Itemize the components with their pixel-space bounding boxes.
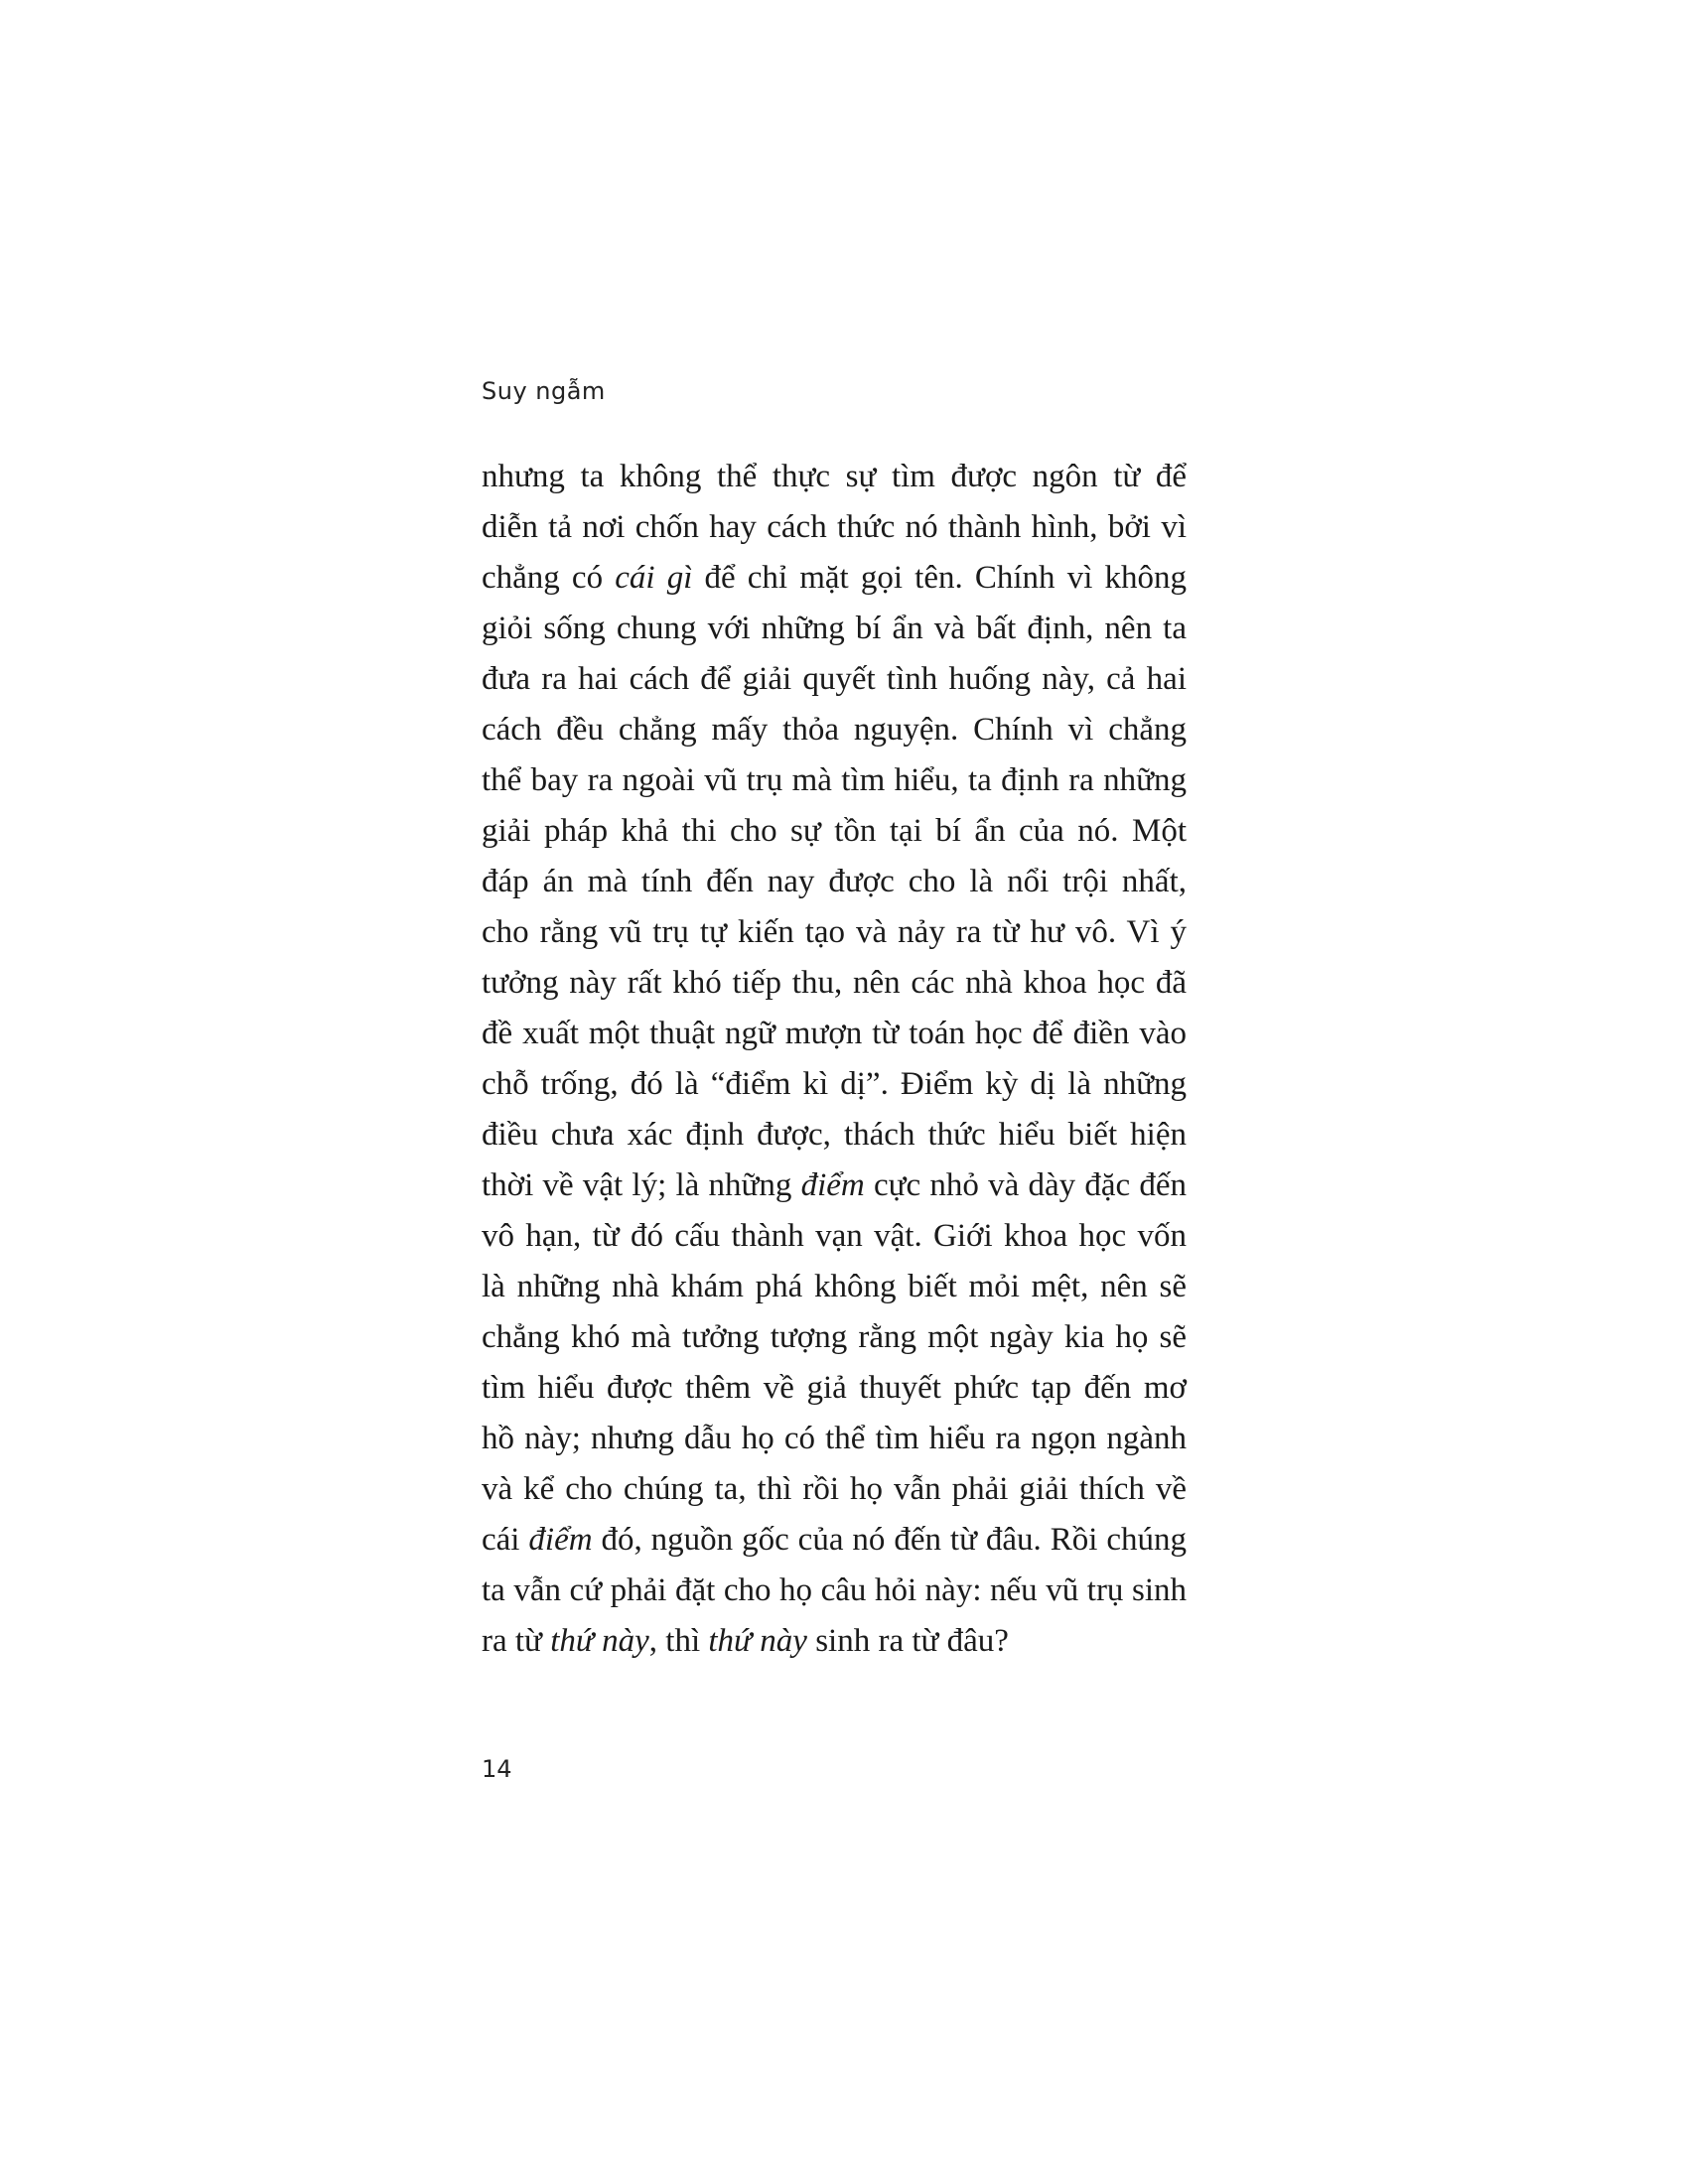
text-run: đưa ra hai cách để giải quyết tình huống này, cả hai xyxy=(482,661,1187,697)
text-run: điều chưa xác định được, thách thức hiểu biết hiện xyxy=(482,1117,1187,1153)
text-line xyxy=(482,1616,1187,1667)
text-line xyxy=(482,1110,1187,1160)
text-run: tìm hiểu được thêm về giả thuyết phức tạp đến mơ xyxy=(482,1370,1187,1406)
text-run: giải pháp khả thi cho sự tồn tại bí ẩn của nó. Một xyxy=(482,813,1187,849)
text-run: sinh ra từ đâu? xyxy=(806,1623,1009,1659)
text-line xyxy=(482,1059,1187,1110)
text-line xyxy=(482,502,1187,553)
text-line xyxy=(482,806,1187,857)
text-run: vô hạn, từ đó cấu thành vạn vật. Giới khoa học vốn xyxy=(482,1218,1187,1254)
text-line xyxy=(482,958,1187,1009)
text-run: thời về vật lý; là những xyxy=(482,1167,801,1203)
running-header: Suy ngẫm xyxy=(482,377,606,405)
text-line xyxy=(482,1312,1187,1363)
text-run: hồ này; nhưng dẫu họ có thể tìm hiểu ra ngọn ngành xyxy=(482,1421,1187,1456)
text-run: chỗ trống, đó là “điểm kì dị”. Điểm kỳ dị là những xyxy=(482,1066,1187,1102)
text-run: chẳng khó mà tưởng tượng rằng một ngày kia họ sẽ xyxy=(482,1319,1187,1355)
text-line xyxy=(482,452,1187,502)
text-run: diễn tả nơi chốn hay cách thức nó thành hình, bởi vì xyxy=(482,509,1187,545)
text-run: cách đều chẳng mấy thỏa nguyện. Chính vì chẳng xyxy=(482,712,1187,748)
text-run: để chỉ mặt gọi tên. Chính vì không xyxy=(692,560,1188,596)
text-run: tưởng này rất khó tiếp thu, nên các nhà khoa học đã xyxy=(482,965,1187,1001)
text-run: ra từ xyxy=(482,1623,551,1659)
text-line xyxy=(482,705,1187,755)
text-run: cực nhỏ và dày đặc đến xyxy=(864,1167,1187,1203)
text-run: cho rằng vũ trụ tự kiến tạo và nảy ra từ hư vô. Vì ý xyxy=(482,914,1187,950)
page-number: 14 xyxy=(482,1755,512,1783)
text-run: đề xuất một thuật ngữ mượn từ toán học để điền vào xyxy=(482,1016,1187,1051)
text-run: là những nhà khám phá không biết mỏi mệt, nên sẽ xyxy=(482,1269,1187,1304)
text-run: và kể cho chúng ta, thì rồi họ vẫn phải giải thích về xyxy=(482,1471,1187,1507)
text-line xyxy=(482,907,1187,958)
text-line xyxy=(482,857,1187,907)
text-run: đó, nguồn gốc của nó đến từ đâu. Rồi chúng xyxy=(592,1522,1187,1558)
text-line xyxy=(482,1515,1187,1566)
italic-text: cái gì xyxy=(615,560,693,596)
italic-text: thứ này xyxy=(550,1623,649,1659)
text-run: , thì xyxy=(648,1623,709,1659)
text-line xyxy=(482,1363,1187,1414)
italic-text: điểm xyxy=(528,1522,593,1558)
text-line xyxy=(482,654,1187,705)
text-run: chẳng có xyxy=(482,560,616,596)
text-line xyxy=(482,1160,1187,1211)
text-run: ta vẫn cứ phải đặt cho họ câu hỏi này: nếu vũ trụ sinh xyxy=(482,1572,1187,1608)
text-line xyxy=(482,1566,1187,1616)
body-paragraph xyxy=(482,452,1187,1667)
text-line xyxy=(482,1262,1187,1312)
italic-text: thứ này xyxy=(708,1623,807,1659)
text-line xyxy=(482,553,1187,604)
text-line xyxy=(482,1464,1187,1515)
text-line xyxy=(482,604,1187,654)
text-line xyxy=(482,755,1187,806)
text-line xyxy=(482,1009,1187,1059)
text-run: nhưng ta không thể thực sự tìm được ngôn từ để xyxy=(482,459,1187,494)
italic-text: điểm xyxy=(800,1167,865,1203)
text-run: cái xyxy=(482,1522,529,1558)
text-line xyxy=(482,1211,1187,1262)
text-run: giỏi sống chung với những bí ẩn và bất định, nên ta xyxy=(482,611,1187,646)
text-line xyxy=(482,1414,1187,1464)
text-run: thể bay ra ngoài vũ trụ mà tìm hiểu, ta định ra những xyxy=(482,762,1187,798)
text-run: đáp án mà tính đến nay được cho là nổi trội nhất, xyxy=(482,864,1187,899)
